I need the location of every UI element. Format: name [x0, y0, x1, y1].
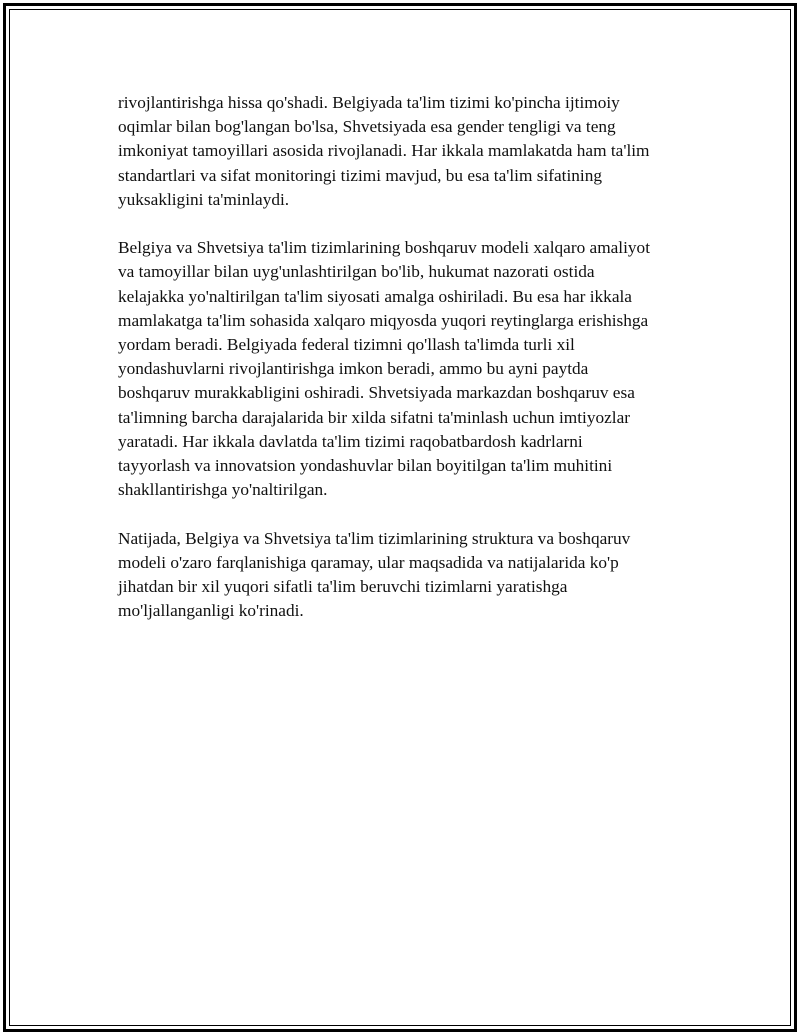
paragraph-3: Natijada, Belgiya va Shvetsiya ta'lim tizimlarining struktura va boshqaruv modeli o'zaro farqlanishiga qaramay, ular maqsadida va natijalarida ko'p jihatdan bir xil yuqori sifatli ta'lim beruvchi tizimlarni yaratishga mo'ljallanganligi ko'rinadi. [118, 528, 631, 621]
paragraph-2: Belgiya va Shvetsiya ta'lim tizimlarining boshqaruv modeli xalqaro amaliyot va tamoyillar bilan uyg'unlashtirilgan bo'lib, hukumat nazorati ostida kelajakka yo'naltirilgan ta'lim siyosati amalga oshiriladi. Bu esa har ikkala mamlakatga ta'lim sohasida xalqaro miqyosda yuqori reytinglarga erishishga yordam beradi. Belgiyada federal tizimni qo'llash ta'limda turli xil yondashuvlarni rivojlantirishga imkon beradi, ammo bu ayni paytda boshqaruv murakkabligini oshiradi. Shvetsiyada markazdan boshqaruv esa ta'limning barcha darajalarida bir xilda sifatni ta'minlash uchun imtiyozlar yaratadi. Har ikkala davlatda ta'lim tizimi raqobatbardosh kadrlarni tayyorlash va innovatsion yondashuvlar bilan boyitilgan ta'lim muhitini shakllantirishga yo'naltirilgan. [118, 238, 650, 500]
document-body [118, 91, 694, 648]
paragraph-1: rivojlantirishga hissa qo'shadi. Belgiyada ta'lim tizimi ko'pincha ijtimoiy oqimlar bilan bog'langan bo'lsa, Shvetsiyada esa gender tengligi va teng imkoniyat tamoyillari asosida rivojlanadi. Har ikkala mamlakatda ham ta'lim standartlari va sifat monitoringi tizimi mavjud, bu esa ta'lim sifatining yuksakligini ta'minlaydi. [118, 93, 650, 209]
